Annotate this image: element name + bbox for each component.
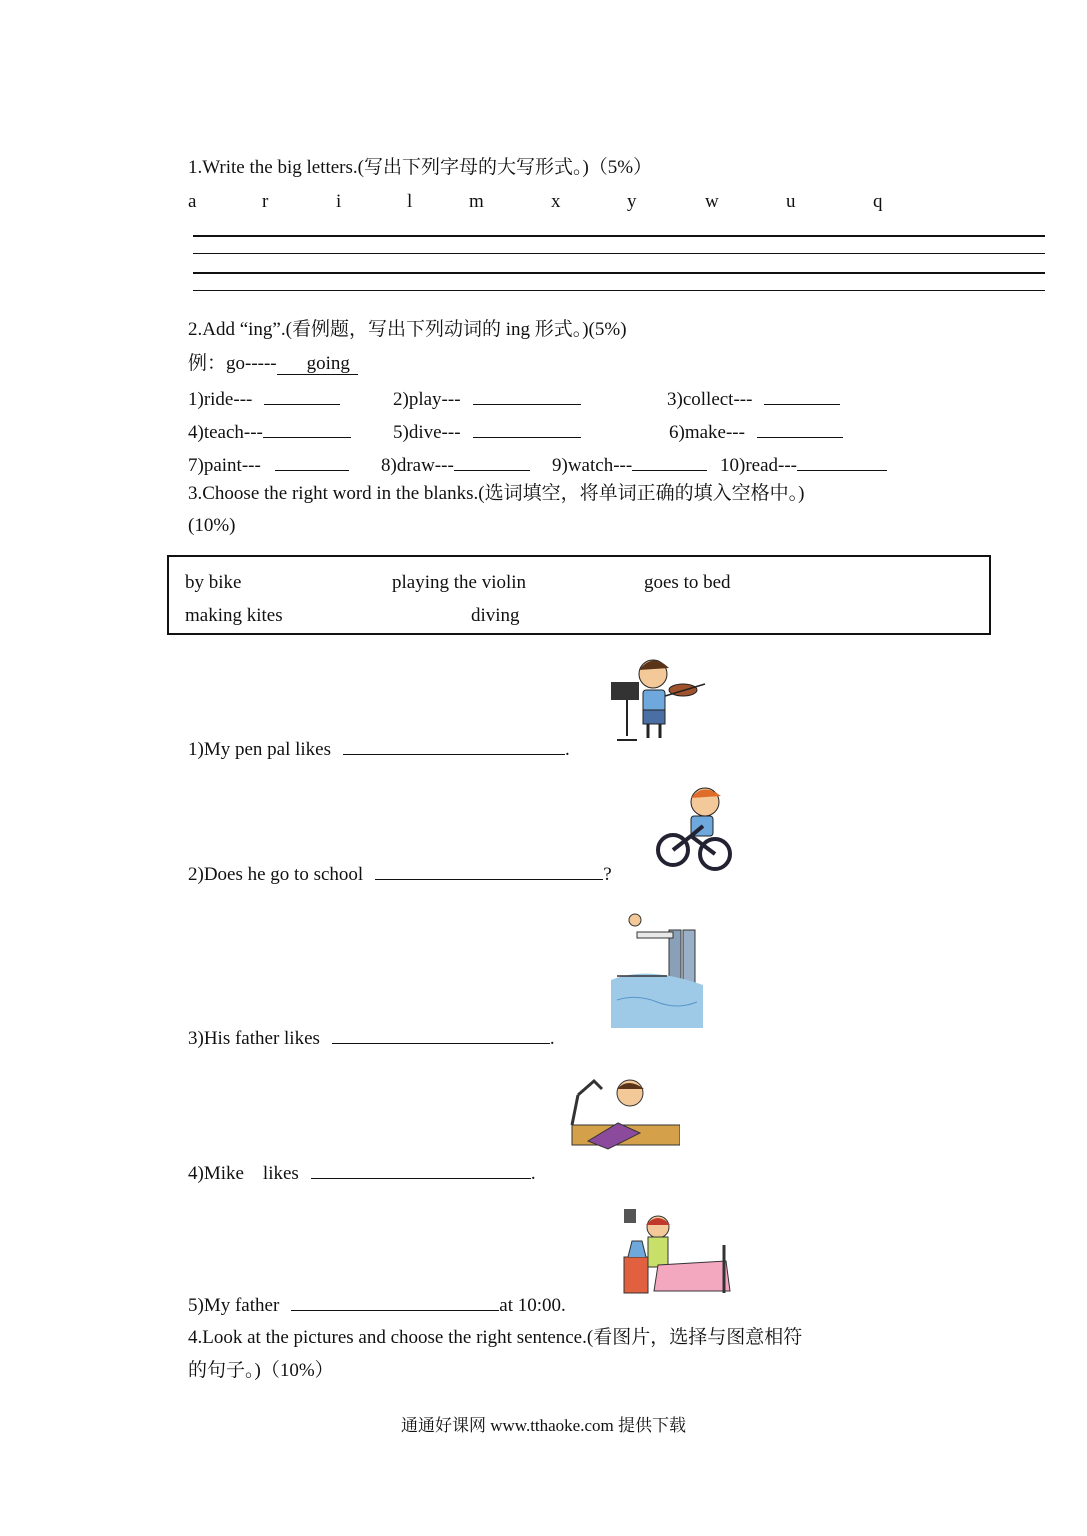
section3-title: 3.Choose the right word in the blanks.(选词填空，将单词正确的填入空格中。) xyxy=(188,483,805,504)
ing-item-2: 2)play--- xyxy=(393,386,581,409)
kite-making-icon xyxy=(568,1075,680,1151)
section3-score: (10%) xyxy=(188,515,236,536)
word-bank-box xyxy=(167,555,991,635)
answer-blank[interactable] xyxy=(473,419,581,438)
fill-question-5: 5)My father at 10:00. xyxy=(188,1292,566,1315)
answer-blank[interactable] xyxy=(291,1292,499,1311)
answer-blank[interactable] xyxy=(263,419,351,438)
answer-blank[interactable] xyxy=(332,1025,550,1044)
word-option: playing the violin xyxy=(392,572,527,593)
letter-m: m xyxy=(469,191,484,212)
letter-i: i xyxy=(336,191,342,212)
answer-blank[interactable] xyxy=(454,452,530,471)
ing-item-7: 7)paint--- xyxy=(188,452,349,475)
violin-boy-icon xyxy=(603,650,708,745)
answer-blank[interactable] xyxy=(632,452,707,471)
example-prefix: 例：go----- xyxy=(188,353,277,374)
fill-question-4: 4)Mike likes . xyxy=(188,1160,536,1183)
diving-icon xyxy=(607,910,707,1030)
letter-a: a xyxy=(188,191,197,212)
answer-blank[interactable] xyxy=(764,386,840,405)
ing-item-4: 4)teach--- xyxy=(188,419,351,442)
word-option: making kites xyxy=(185,605,283,626)
answer-blank[interactable] xyxy=(473,386,581,405)
fill-question-2: 2)Does he go to school ? xyxy=(188,861,612,884)
answer-blank[interactable] xyxy=(343,736,565,755)
word-option: diving xyxy=(471,605,520,626)
answer-blank[interactable] xyxy=(375,861,603,880)
ing-item-10: 10)read--- xyxy=(720,452,887,475)
letter-y: y xyxy=(627,191,637,212)
ing-item-5: 5)dive--- xyxy=(393,419,581,442)
ing-item-8: 8)draw--- xyxy=(381,452,530,475)
section4-title-line2: 的句子。)（10%） xyxy=(188,1360,334,1381)
ing-item-3: 3)collect--- xyxy=(667,386,840,409)
section2-title: 2.Add “ing”.(看例题，写出下列动词的 ing 形式。)(5%) xyxy=(188,319,627,340)
ing-item-1: 1)ride--- xyxy=(188,386,340,409)
answer-blank[interactable] xyxy=(757,419,843,438)
bedtime-icon xyxy=(618,1205,733,1297)
bike-boy-icon xyxy=(655,780,735,876)
letter-r: r xyxy=(262,191,269,212)
word-option: goes to bed xyxy=(644,572,731,593)
answer-blank[interactable] xyxy=(311,1160,531,1179)
answer-blank[interactable] xyxy=(275,452,349,471)
section1-title: 1.Write the big letters.(写出下列字母的大写形式。)（5%） xyxy=(188,157,653,178)
ing-item-9: 9)watch--- xyxy=(552,452,707,475)
answer-blank[interactable] xyxy=(264,386,340,405)
example-line xyxy=(188,354,358,373)
fill-question-3: 3)His father likes . xyxy=(188,1025,555,1048)
letter-w: w xyxy=(705,191,719,212)
section4-title: 4.Look at the pictures and choose the right sentence.(看图片，选择与图意相符 xyxy=(188,1327,803,1348)
example-answer: going xyxy=(277,353,358,375)
word-option: by bike xyxy=(185,572,242,593)
ing-item-6: 6)make--- xyxy=(669,419,843,442)
answer-blank[interactable] xyxy=(797,452,887,471)
fill-question-1: 1)My pen pal likes . xyxy=(188,736,570,759)
letter-u: u xyxy=(786,191,796,212)
page-footer: 通通好课网 www.tthaoke.com 提供下载 xyxy=(400,1416,687,1435)
letter-l: l xyxy=(407,191,413,212)
letter-x: x xyxy=(551,191,561,212)
letter-q: q xyxy=(873,191,883,212)
